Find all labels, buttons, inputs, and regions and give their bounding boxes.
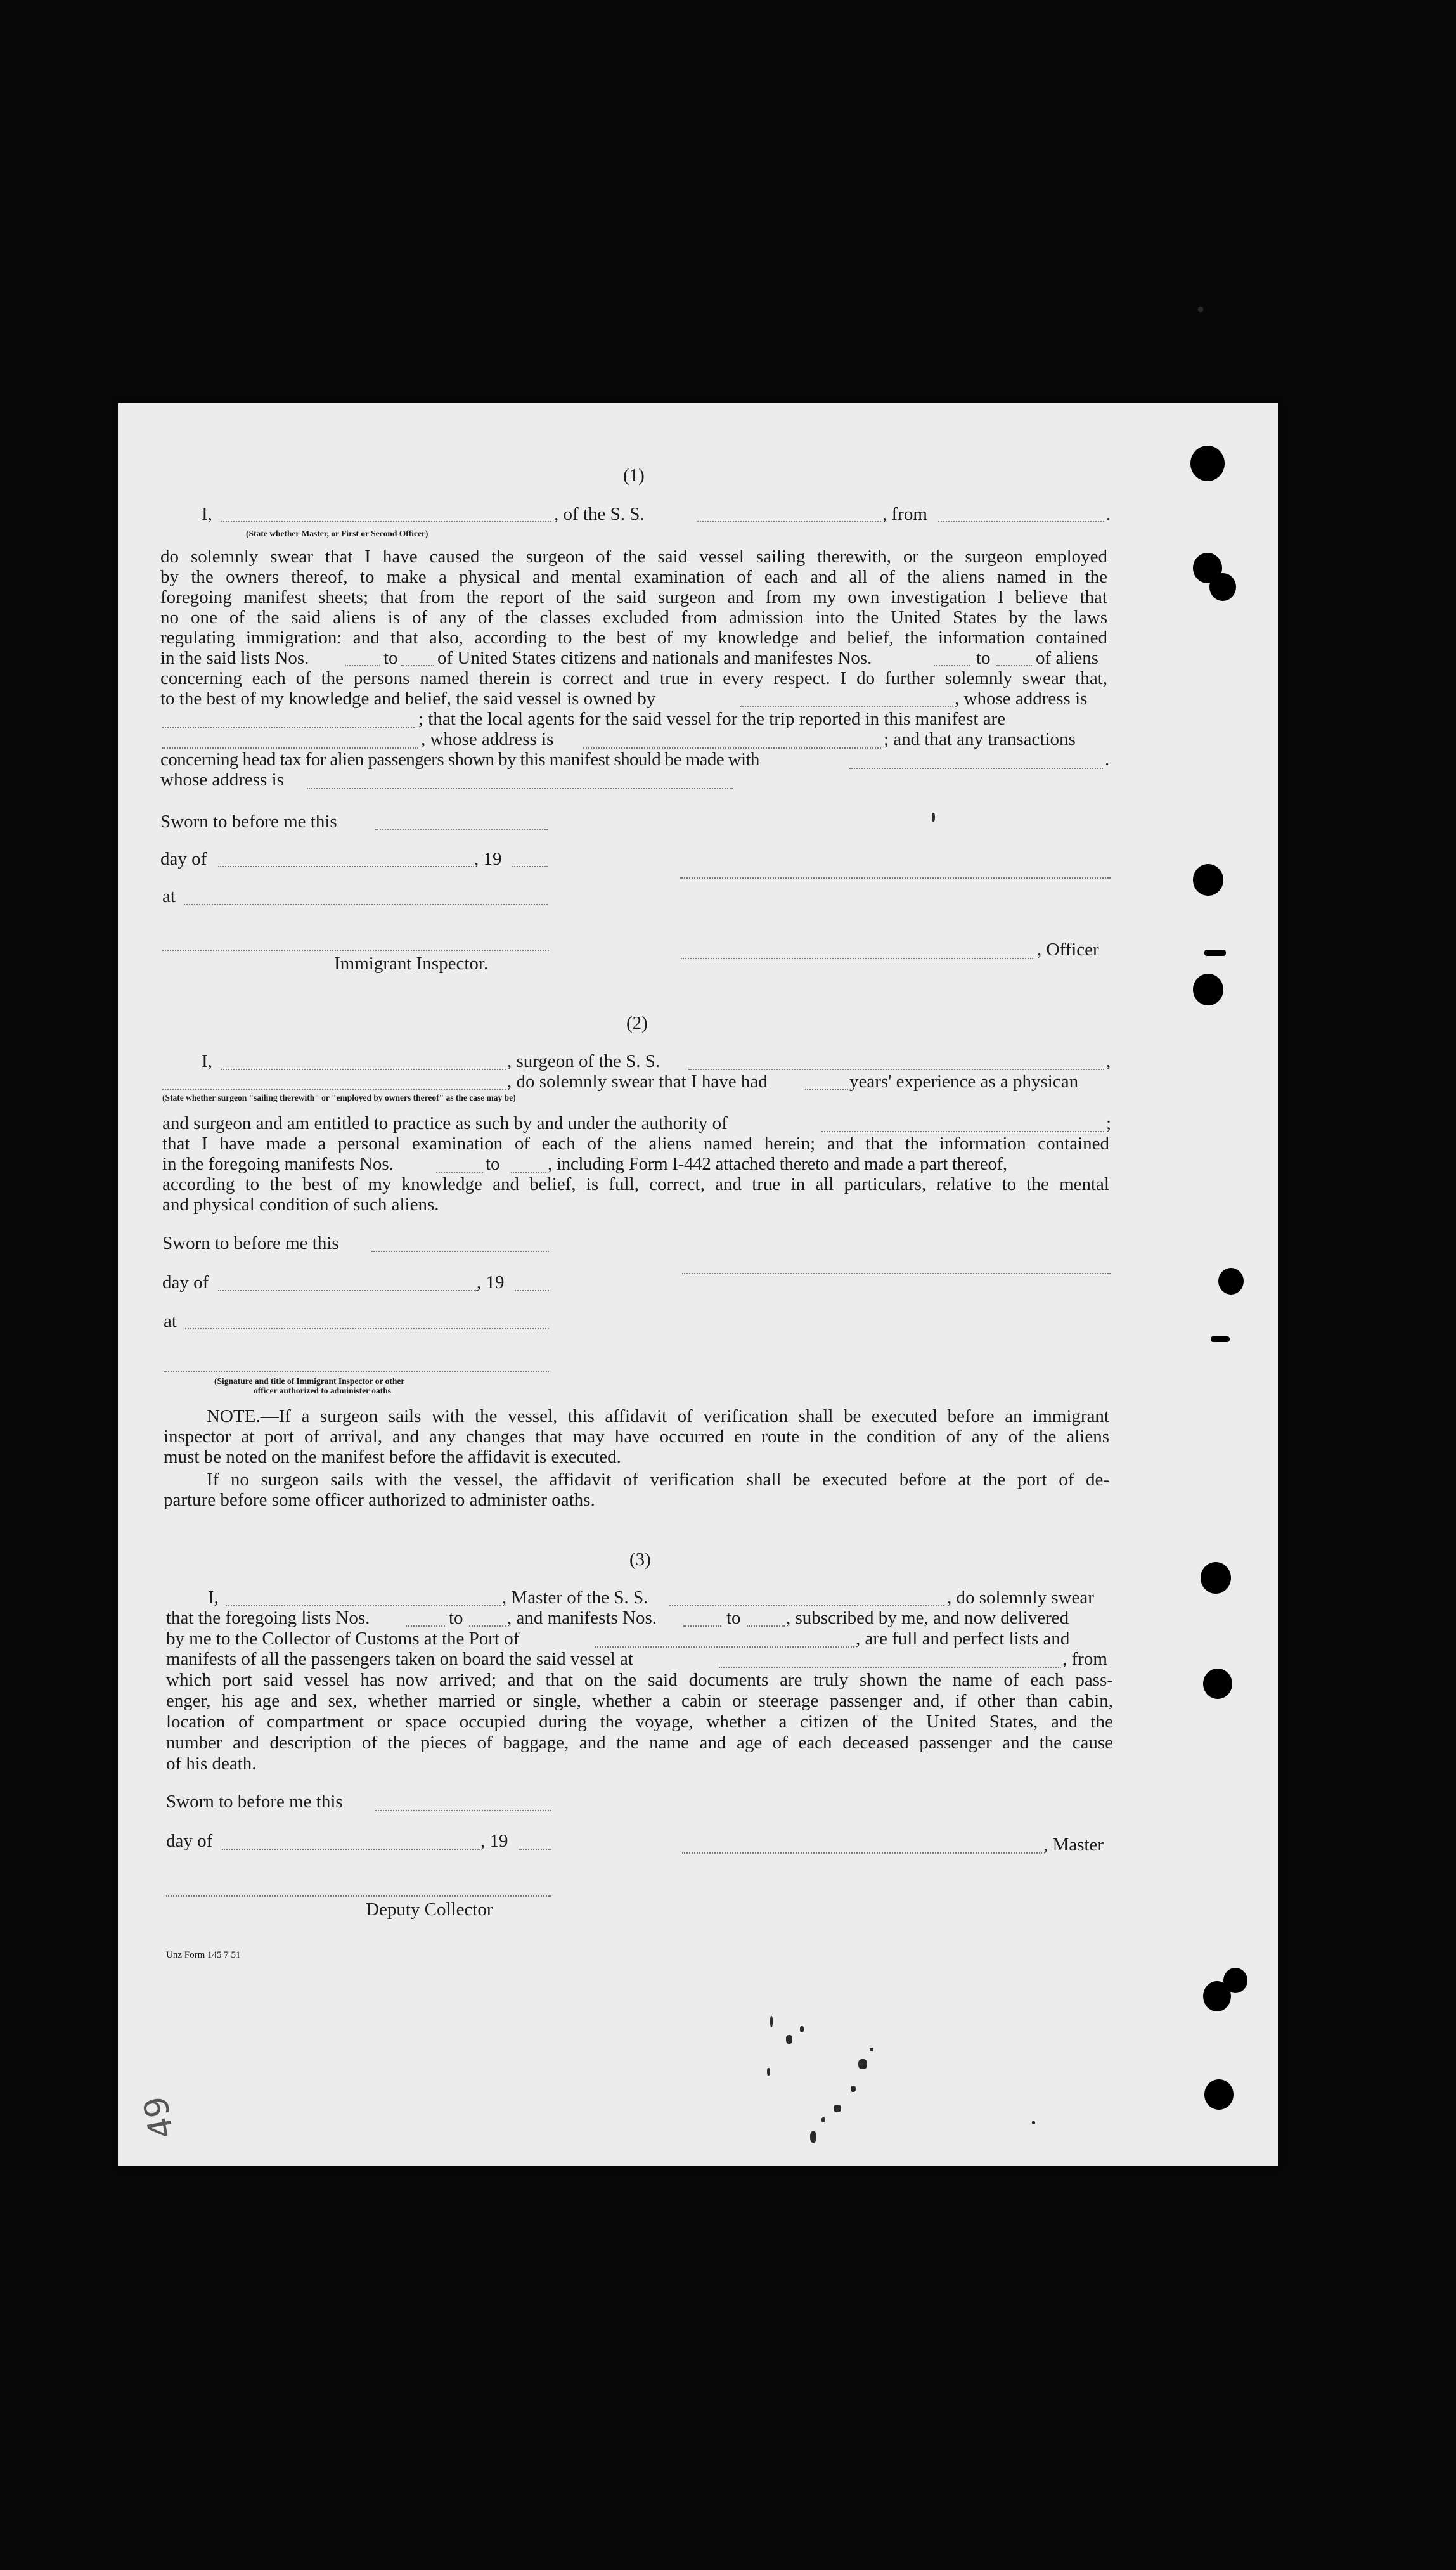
section-2-number: (2) — [626, 1013, 648, 1033]
punch-hole — [1204, 2079, 1234, 2110]
s1-lists-to-label: to — [383, 648, 398, 668]
punch-hole — [1190, 446, 1225, 481]
s2-authority-label: and surgeon and am entitled to practice as such by and under the authority of — [162, 1113, 728, 1133]
s1-lists-label: in the said lists Nos. — [160, 648, 309, 668]
s2-at-field[interactable] — [185, 1328, 549, 1329]
dust-speck — [1198, 307, 1203, 312]
s1-officer-signature-field[interactable] — [681, 958, 1033, 959]
s2-manifests-to-field[interactable] — [511, 1172, 546, 1173]
s2-para2-line: according to the best of my knowledge and belief, is full, correct, and true in all particulars, relative to the mental — [162, 1174, 1109, 1194]
s1-sworn-label: Sworn to before me this — [160, 811, 337, 832]
s2-last-line: and physical condition of such aliens. — [162, 1194, 439, 1215]
s3-manifests-label: , and manifests Nos. — [507, 1608, 657, 1628]
s1-immigrant-inspector-label: Immigrant Inspector. — [334, 953, 489, 974]
note-line: NOTE.—If a surgeon sails with the vessel, this affidavit of verification shall be executed before an immigrant — [207, 1406, 1109, 1426]
s1-agents-label: ; that the local agents for the said vessel for the trip reported in this manifest are — [418, 709, 1006, 729]
s1-manifests-from-field[interactable] — [934, 665, 970, 666]
note-line-last: must be noted on the manifest before the affidavit is executed. — [164, 1447, 621, 1467]
s1-whose-address-label: whose address is — [160, 770, 284, 790]
s3-port-field[interactable] — [595, 1646, 854, 1648]
s1-para-line: foregoing manifest sheets; that from the report of the said surgeon and from my own investigation I believe that — [160, 587, 1107, 607]
s3-full-lists-label: , are full and perfect lists and — [856, 1629, 1070, 1649]
s3-year-label: , 19 — [480, 1831, 508, 1851]
s1-whose-address-field[interactable] — [307, 788, 733, 789]
s2-year-label: , 19 — [477, 1272, 505, 1293]
s1-para-line: no one of the said aliens is of any of the classes excluded from admission into the United States by the laws — [160, 607, 1107, 628]
s1-owner-address-label: , whose address is — [955, 688, 1088, 709]
s3-master-label: , Master of the S. S. — [502, 1587, 648, 1608]
stain-speck — [858, 2059, 867, 2069]
stain-speck — [767, 2068, 770, 2076]
s3-lists-to-field[interactable] — [469, 1625, 506, 1627]
s1-officer-note: (State whether Master, or First or Second Officer) — [246, 529, 428, 538]
s2-manifests-to-label: to — [486, 1154, 500, 1174]
s1-transactions-label: ; and that any transactions — [884, 729, 1076, 749]
s1-manifests-to-field[interactable] — [996, 665, 1032, 666]
s1-headtax-field[interactable] — [849, 768, 1103, 769]
s1-signature-line[interactable] — [680, 877, 1111, 879]
s2-sig-note-2: officer authorized to administer oaths — [254, 1386, 391, 1395]
s3-master-sign-label: , Master — [1043, 1835, 1104, 1855]
s3-para-line: which port said vessel has now arrived; and that on the said documents are truly shown the name of each pass- — [166, 1670, 1113, 1690]
stain-speck — [770, 2016, 773, 2027]
s2-authority-semicolon: ; — [1106, 1113, 1112, 1133]
s3-sworn-field[interactable] — [375, 1810, 551, 1811]
punch-hole — [1223, 1968, 1247, 1993]
s2-surgeon-name-field[interactable] — [221, 1069, 506, 1070]
s3-from-label: , from — [1062, 1649, 1107, 1669]
s3-master-name-field[interactable] — [226, 1605, 501, 1606]
s1-from-field[interactable] — [938, 521, 1104, 522]
s1-from-label: , from — [882, 504, 927, 524]
s2-years-label: years' experience as a physican — [849, 1071, 1079, 1092]
s2-vessel-field[interactable] — [688, 1069, 1104, 1070]
s2-day-field[interactable] — [218, 1290, 477, 1291]
s2-surgeon-type-field[interactable] — [162, 1089, 506, 1090]
section-1-number: (1) — [623, 465, 645, 486]
s1-vessel-field[interactable] — [697, 521, 881, 522]
s3-lists-from-field[interactable] — [406, 1625, 445, 1627]
s1-manifests-to-label: to — [976, 648, 991, 668]
s2-line-comma: , — [1106, 1051, 1111, 1071]
s1-sworn-field[interactable] — [375, 829, 548, 830]
s1-agents-address-label: , whose address is — [421, 729, 554, 749]
punch-hole — [1193, 974, 1223, 1005]
s2-surgeon-label: , surgeon of the S. S. — [507, 1051, 660, 1071]
s2-at-label: at — [164, 1311, 177, 1331]
note-line: inspector at port of arrival, and any changes that may have occurred en route in the condition of any of the aliens — [164, 1426, 1109, 1447]
s1-aliens-label: of aliens — [1036, 648, 1099, 668]
s1-lists-from-field[interactable] — [345, 665, 380, 666]
s1-headtax-period: . — [1105, 749, 1110, 770]
punch-hole — [1201, 1562, 1231, 1594]
stain-speck — [870, 2048, 873, 2051]
note-line: If no surgeon sails with the vessel, the affidavit of verification shall be executed before at the port of de- — [207, 1469, 1109, 1490]
s1-owner-address-field[interactable] — [162, 727, 415, 728]
s3-manifests-to-field[interactable] — [747, 1625, 785, 1627]
binder-mark — [1211, 1336, 1230, 1342]
s3-master-signature-field[interactable] — [682, 1852, 1042, 1854]
s3-vessel-field[interactable] — [669, 1605, 944, 1606]
s3-manifests-to-label: to — [726, 1608, 741, 1628]
s3-para-line: number and description of the pieces of baggage, and the name and age of each deceased passenger and the cause — [166, 1733, 1113, 1753]
s1-lists-to-field[interactable] — [401, 665, 434, 666]
s1-i-label: I, — [202, 504, 212, 524]
s3-i-label: I, — [208, 1587, 219, 1608]
stain-speck — [834, 2105, 841, 2112]
s1-para-line: by the owners thereof, to make a physical and mental examination of each and all of the aliens named in the — [160, 567, 1107, 587]
s1-para-line: do solemnly swear that I have caused the surgeon of the said vessel sailing therewith, or the surgeon employed — [160, 546, 1107, 567]
s3-delivered-label: , subscribed by me, and now delivered — [786, 1608, 1069, 1628]
section-3-number: (3) — [629, 1549, 651, 1570]
s3-year-field[interactable] — [519, 1849, 551, 1850]
s2-sig-note-1: (Signature and title of Immigrant Inspector or other — [214, 1376, 405, 1386]
stain-speck — [821, 2117, 825, 2122]
s3-swear-label: , do solemnly swear — [947, 1587, 1094, 1608]
punch-hole — [1218, 1268, 1244, 1295]
s2-manifests-from-field[interactable] — [436, 1172, 483, 1173]
s3-lists-label: that the foregoing lists Nos. — [166, 1608, 370, 1628]
s3-taken-label: manifests of all the passengers taken on board the said vessel at — [166, 1649, 633, 1669]
stain-speck — [932, 813, 935, 822]
s2-sworn-field[interactable] — [371, 1251, 549, 1252]
s1-day-field[interactable] — [218, 866, 474, 867]
s3-deputy-signature-field[interactable] — [166, 1895, 551, 1897]
s2-form-i442-label: , including Form I-442 attached thereto and made a part thereof, — [548, 1154, 1007, 1174]
s1-headtax-label: concerning head tax for alien passengers shown by this manifest should be made with — [160, 749, 759, 770]
s1-para2-line: concerning each of the persons named therein is correct and true in every respect. I do further solemnly swear that, — [160, 668, 1107, 688]
s1-para-line: regulating immigration: and that also, according to the best of my knowledge and belief, the information contained — [160, 628, 1107, 648]
stain-speck — [1032, 2121, 1035, 2124]
binder-mark — [1204, 950, 1226, 956]
note-line-last: parture before some officer authorized to administer oaths. — [164, 1490, 595, 1510]
s3-day-label: day of — [166, 1831, 213, 1851]
s3-sworn-label: Sworn to before me this — [166, 1792, 343, 1812]
s2-surgeon-note: (State whether surgeon "sailing therewith" or "employed by owners thereof" as the case may be) — [162, 1093, 516, 1102]
s2-manifests-label: in the foregoing manifests Nos. — [162, 1154, 394, 1174]
s2-authority-field[interactable] — [821, 1131, 1104, 1132]
s1-agents-field[interactable] — [162, 747, 418, 749]
s1-at-field[interactable] — [184, 904, 548, 905]
punch-hole — [1193, 864, 1223, 896]
s1-of-ss-label: , of the S. S. — [554, 504, 645, 524]
punch-hole — [1203, 1669, 1232, 1699]
s3-taken-at-field[interactable] — [719, 1667, 1061, 1668]
form-number: Unz Form 145 7 51 — [166, 1950, 241, 1960]
handwritten-page-number: 49 — [136, 2093, 182, 2141]
s1-citizens-label: of United States citizens and nationals and manifestes Nos. — [437, 648, 872, 668]
s2-swear-label: , do solemnly swear that I have had — [507, 1071, 768, 1092]
s2-years-field[interactable] — [805, 1089, 848, 1090]
s1-year-field[interactable] — [512, 866, 548, 867]
s1-at-label: at — [162, 886, 176, 907]
punch-hole — [1209, 573, 1236, 601]
s3-lists-to-label: to — [449, 1608, 463, 1628]
s3-para-line: location of compartment or space occupied during the voyage, whether a citizen of the United States, and the — [166, 1712, 1113, 1732]
s1-inspector-signature-field[interactable] — [162, 950, 549, 951]
s1-owner-field[interactable] — [740, 706, 953, 707]
s2-signature-line[interactable] — [682, 1273, 1111, 1274]
s3-port-label: by me to the Collector of Customs at the Port of — [166, 1629, 520, 1649]
s2-i-label: I, — [202, 1051, 212, 1071]
stain-speck — [851, 2086, 856, 2092]
s3-deputy-collector-label: Deputy Collector — [366, 1899, 493, 1920]
s3-last-line: of his death. — [166, 1753, 257, 1774]
s2-para-line: that I have made a personal examination of each of the aliens named herein; and that the information contained — [162, 1133, 1109, 1154]
s1-day-label: day of — [160, 849, 207, 869]
stain-speck — [800, 2026, 804, 2032]
stain-speck — [786, 2035, 792, 2044]
s1-officer-label: , Officer — [1037, 940, 1099, 960]
s1-agents-address-field[interactable] — [583, 747, 881, 749]
s1-officer-name-field[interactable] — [221, 521, 551, 522]
s1-year-label: , 19 — [474, 849, 502, 869]
s1-owned-label: to the best of my knowledge and belief, the said vessel is owned by — [160, 688, 656, 709]
s2-inspector-signature-field[interactable] — [164, 1371, 549, 1372]
s3-para-line: enger, his age and sex, whether married or single, whether a cabin or steerage passenger and, if other than cabin, — [166, 1691, 1113, 1711]
s2-day-label: day of — [162, 1272, 209, 1293]
s3-manifests-from-field[interactable] — [683, 1625, 721, 1627]
stain-speck — [810, 2131, 816, 2143]
s2-year-field[interactable] — [515, 1290, 549, 1291]
s3-day-field[interactable] — [222, 1849, 480, 1850]
s1-line-period: . — [1106, 504, 1111, 524]
s2-sworn-label: Sworn to before me this — [162, 1233, 339, 1253]
